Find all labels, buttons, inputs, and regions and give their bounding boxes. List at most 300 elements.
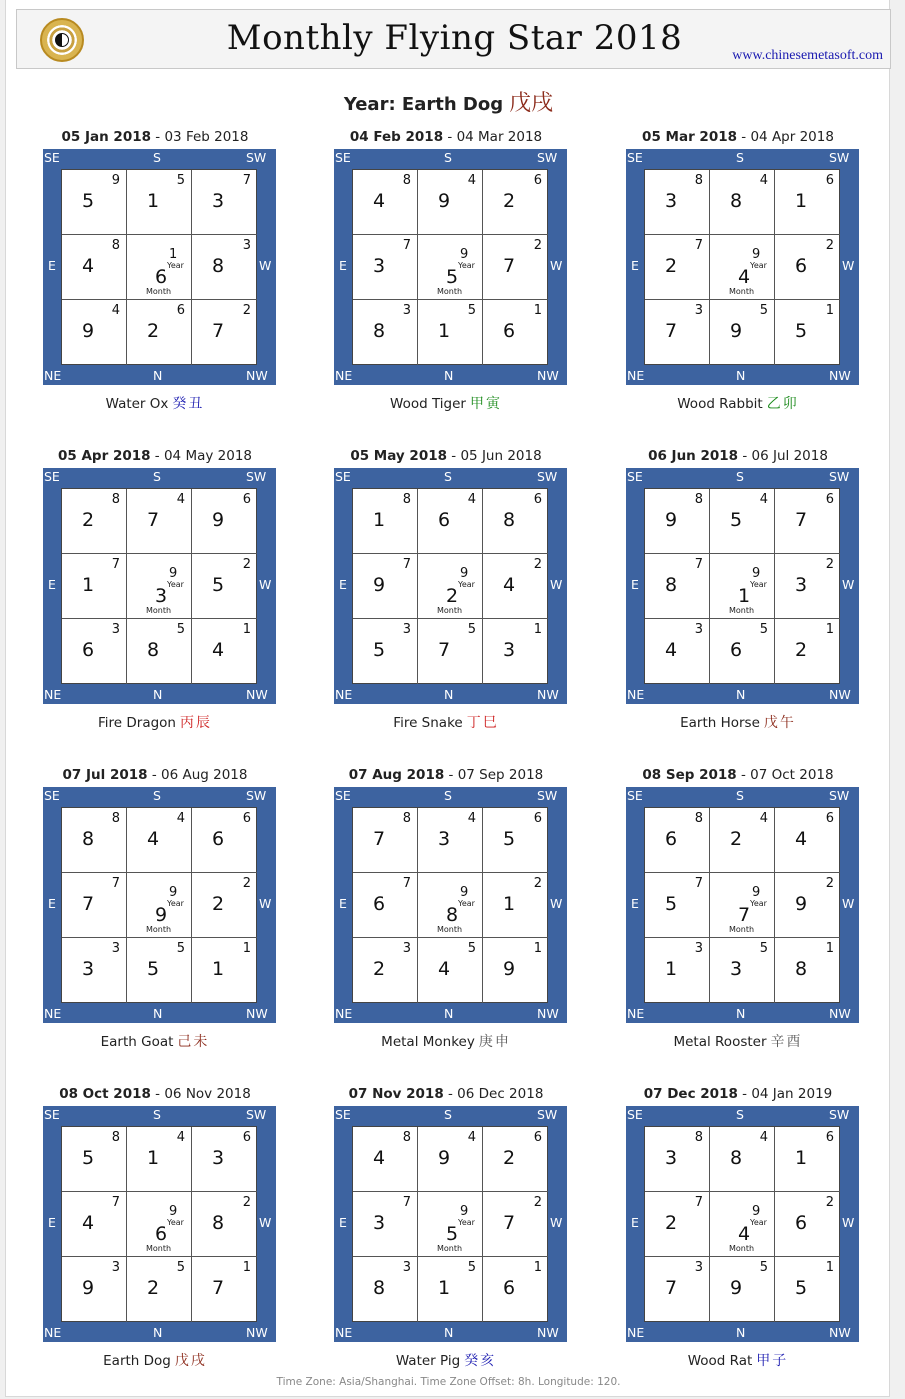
direction-e: E bbox=[48, 896, 56, 911]
year-star: 1 bbox=[533, 941, 542, 956]
grid-cell bbox=[483, 873, 548, 938]
month-star: 8 bbox=[503, 509, 516, 531]
month-star: 3 bbox=[503, 639, 516, 661]
month-star: 5 bbox=[373, 639, 386, 661]
grid-cell bbox=[62, 489, 127, 554]
month-chinese: 丁巳 bbox=[466, 715, 499, 731]
direction-s: S bbox=[444, 150, 452, 165]
start-date: 08 Oct 2018 bbox=[59, 1086, 151, 1102]
date-range bbox=[326, 129, 566, 145]
grid-cell bbox=[775, 1127, 840, 1192]
month-star: 3 bbox=[212, 190, 225, 212]
month-name bbox=[326, 1031, 566, 1051]
grid-cell bbox=[353, 554, 418, 619]
direction-s: S bbox=[444, 469, 452, 484]
grid-cell bbox=[483, 489, 548, 554]
date-range bbox=[326, 1086, 566, 1102]
month-star: 2 bbox=[147, 1277, 160, 1299]
month-star: 7 bbox=[503, 1212, 516, 1234]
month-star: 4 bbox=[373, 190, 386, 212]
month-star: 5 bbox=[82, 1147, 95, 1169]
grid-cell bbox=[62, 938, 127, 1003]
lo-shu-grid bbox=[352, 807, 548, 1003]
month-name-text: Fire Dragon bbox=[98, 715, 176, 731]
grid-cell bbox=[353, 1192, 418, 1257]
grid-cell bbox=[353, 489, 418, 554]
month-label: Month bbox=[729, 925, 755, 934]
direction-n: N bbox=[444, 687, 454, 702]
grid-cell bbox=[710, 170, 775, 235]
direction-e: E bbox=[339, 577, 347, 592]
year-star: 8 bbox=[402, 492, 411, 507]
direction-e: E bbox=[631, 258, 639, 273]
month-chinese: 甲寅 bbox=[469, 396, 502, 412]
direction-n: N bbox=[153, 368, 163, 383]
year-star: 3 bbox=[694, 941, 703, 956]
month-star: 6 bbox=[82, 639, 95, 661]
year-heading bbox=[6, 86, 891, 117]
year-label: Year bbox=[458, 580, 475, 589]
grid-cell bbox=[192, 554, 257, 619]
month-name-text: Fire Snake bbox=[393, 715, 463, 731]
grid-cell bbox=[645, 554, 710, 619]
year-star: 3 bbox=[402, 941, 411, 956]
start-date: 04 Feb 2018 bbox=[349, 129, 444, 145]
month-star: 8 bbox=[147, 639, 160, 661]
direction-e: E bbox=[339, 258, 347, 273]
year-star: 8 bbox=[694, 173, 703, 188]
year-star: 5 bbox=[176, 173, 185, 188]
year-star: 5 bbox=[467, 303, 476, 318]
direction-nw: NW bbox=[537, 1006, 559, 1021]
direction-ne: NE bbox=[627, 1006, 645, 1021]
direction-s: S bbox=[444, 788, 452, 803]
direction-n: N bbox=[736, 368, 746, 383]
year-label: Year bbox=[750, 899, 767, 908]
year-star: 1 bbox=[242, 622, 251, 637]
year-star: 4 bbox=[467, 1130, 476, 1145]
month-star: 1 bbox=[438, 1277, 451, 1299]
direction-nw: NW bbox=[537, 368, 559, 383]
lo-shu-grid bbox=[61, 169, 257, 365]
grid-cell bbox=[353, 170, 418, 235]
month-name-text: Metal Rooster bbox=[673, 1034, 767, 1050]
grid-cell bbox=[127, 619, 192, 684]
direction-se: SE bbox=[627, 1107, 643, 1122]
direction-w: W bbox=[259, 577, 272, 592]
site-link[interactable]: www.chinesemetasoft.com bbox=[732, 48, 883, 63]
grid-cell bbox=[483, 235, 548, 300]
grid-cell bbox=[192, 619, 257, 684]
grid-cell bbox=[353, 300, 418, 365]
month-star: 7 bbox=[665, 320, 678, 342]
flying-star-chart bbox=[43, 1106, 276, 1342]
month-chinese: 丙辰 bbox=[180, 715, 212, 731]
year-star: 5 bbox=[759, 622, 768, 637]
direction-e: E bbox=[339, 896, 347, 911]
year-star: 9 bbox=[460, 885, 469, 900]
year-label: Year bbox=[750, 580, 767, 589]
grid-cell bbox=[418, 619, 483, 684]
direction-sw: SW bbox=[246, 469, 267, 484]
grid-cell bbox=[710, 1127, 775, 1192]
grid-cell bbox=[127, 1127, 192, 1192]
year-star: 5 bbox=[176, 1260, 185, 1275]
direction-ne: NE bbox=[44, 368, 62, 383]
grid-cell bbox=[645, 808, 710, 873]
direction-ne: NE bbox=[335, 1006, 353, 1021]
year-star: 8 bbox=[111, 1130, 120, 1145]
direction-nw: NW bbox=[246, 1006, 268, 1021]
month-star: 5 bbox=[730, 509, 743, 531]
grid-cell bbox=[418, 873, 483, 938]
month-star: 9 bbox=[212, 509, 225, 531]
month-star: 6 bbox=[438, 509, 451, 531]
month-star: 7 bbox=[795, 509, 808, 531]
year-star: 7 bbox=[111, 876, 120, 891]
lo-shu-grid bbox=[352, 169, 548, 365]
year-star: 6 bbox=[176, 303, 185, 318]
year-star: 3 bbox=[694, 1260, 703, 1275]
direction-w: W bbox=[259, 896, 272, 911]
year-star: 6 bbox=[242, 1130, 251, 1145]
month-star: 4 bbox=[503, 574, 516, 596]
grid-cell bbox=[710, 808, 775, 873]
month-star: 3 bbox=[438, 828, 451, 850]
grid-cell bbox=[710, 489, 775, 554]
lo-shu-grid bbox=[61, 807, 257, 1003]
month-star: 1 bbox=[438, 320, 451, 342]
year-star: 6 bbox=[533, 173, 542, 188]
year-star: 2 bbox=[533, 238, 542, 253]
month-name-text: Water Ox bbox=[105, 396, 169, 412]
direction-w: W bbox=[842, 577, 855, 592]
year-star: 4 bbox=[176, 811, 185, 826]
month-star: 3 bbox=[795, 574, 808, 596]
month-star: 7 bbox=[665, 1277, 678, 1299]
direction-nw: NW bbox=[246, 687, 268, 702]
month-star: 5 bbox=[212, 574, 225, 596]
grid-cell bbox=[192, 808, 257, 873]
direction-w: W bbox=[550, 1215, 563, 1230]
grid-cell bbox=[353, 1127, 418, 1192]
year-star: 8 bbox=[111, 811, 120, 826]
grid-cell bbox=[192, 300, 257, 365]
month-star: 4 bbox=[212, 639, 225, 661]
grid-cell bbox=[192, 1257, 257, 1322]
grid-cell bbox=[353, 873, 418, 938]
month-label: Month bbox=[146, 287, 172, 296]
direction-sw: SW bbox=[246, 150, 267, 165]
month-chinese: 辛酉 bbox=[770, 1034, 803, 1050]
end-date: - 06 Dec 2018 bbox=[443, 1086, 544, 1102]
year-star: 4 bbox=[467, 492, 476, 507]
year-star: 8 bbox=[402, 1130, 411, 1145]
year-label: Year bbox=[458, 261, 475, 270]
year-star: 5 bbox=[467, 622, 476, 637]
year-label: Year bbox=[750, 261, 767, 270]
year-label: Year bbox=[167, 261, 184, 270]
year-star: 9 bbox=[169, 566, 178, 581]
direction-ne: NE bbox=[627, 1325, 645, 1340]
grid-cell bbox=[645, 489, 710, 554]
grid-cell bbox=[62, 808, 127, 873]
month-star: 4 bbox=[738, 266, 751, 288]
grid-cell bbox=[775, 300, 840, 365]
year-star: 8 bbox=[402, 173, 411, 188]
month-star: 2 bbox=[665, 255, 678, 277]
year-star: 1 bbox=[533, 303, 542, 318]
direction-ne: NE bbox=[627, 368, 645, 383]
start-date: 07 Dec 2018 bbox=[643, 1086, 738, 1102]
direction-s: S bbox=[444, 1107, 452, 1122]
grid-cell bbox=[645, 619, 710, 684]
year-star: 1 bbox=[533, 622, 542, 637]
flying-star-chart bbox=[626, 468, 859, 704]
date-range bbox=[618, 767, 858, 783]
year-label: Year bbox=[167, 899, 184, 908]
year-star: 8 bbox=[694, 1130, 703, 1145]
grid-cell bbox=[710, 873, 775, 938]
grid-cell bbox=[418, 1257, 483, 1322]
direction-n: N bbox=[444, 368, 454, 383]
page bbox=[5, 0, 890, 1397]
lo-shu-grid bbox=[61, 488, 257, 684]
year-star: 2 bbox=[825, 557, 834, 572]
year-star: 1 bbox=[825, 1260, 834, 1275]
month-star: 1 bbox=[212, 958, 225, 980]
direction-sw: SW bbox=[829, 788, 850, 803]
month-star: 9 bbox=[730, 1277, 743, 1299]
grid-cell bbox=[710, 1257, 775, 1322]
month-label: Month bbox=[729, 1244, 755, 1253]
lo-shu-grid bbox=[352, 488, 548, 684]
flying-star-chart bbox=[43, 468, 276, 704]
month-name bbox=[618, 1031, 858, 1051]
direction-w: W bbox=[842, 258, 855, 273]
year-star: 8 bbox=[111, 492, 120, 507]
year-star: 4 bbox=[759, 811, 768, 826]
start-date: 07 Nov 2018 bbox=[348, 1086, 444, 1102]
lo-shu-grid bbox=[352, 1126, 548, 1322]
year-star: 5 bbox=[176, 941, 185, 956]
month-star: 2 bbox=[503, 190, 516, 212]
direction-s: S bbox=[736, 469, 744, 484]
grid-cell bbox=[192, 873, 257, 938]
year-star: 7 bbox=[694, 1195, 703, 1210]
month-star: 8 bbox=[373, 320, 386, 342]
end-date: - 07 Oct 2018 bbox=[736, 767, 834, 783]
year-star: 5 bbox=[759, 941, 768, 956]
year-star: 4 bbox=[176, 492, 185, 507]
start-date: 08 Sep 2018 bbox=[642, 767, 737, 783]
grid-cell bbox=[645, 300, 710, 365]
direction-se: SE bbox=[335, 1107, 351, 1122]
direction-ne: NE bbox=[335, 687, 353, 702]
year-star: 6 bbox=[242, 492, 251, 507]
month-star: 8 bbox=[730, 1147, 743, 1169]
year-star: 2 bbox=[533, 557, 542, 572]
year-star: 3 bbox=[402, 1260, 411, 1275]
year-star: 7 bbox=[694, 557, 703, 572]
month-star: 9 bbox=[795, 893, 808, 915]
month-name bbox=[618, 393, 858, 413]
year-star: 8 bbox=[694, 492, 703, 507]
lo-shu-grid bbox=[61, 1126, 257, 1322]
direction-nw: NW bbox=[829, 368, 851, 383]
direction-n: N bbox=[736, 1006, 746, 1021]
month-star: 3 bbox=[82, 958, 95, 980]
grid-cell bbox=[710, 300, 775, 365]
year-star: 7 bbox=[111, 557, 120, 572]
month-star: 3 bbox=[373, 1212, 386, 1234]
grid-cell bbox=[775, 1257, 840, 1322]
date-range bbox=[326, 767, 566, 783]
direction-nw: NW bbox=[246, 368, 268, 383]
direction-ne: NE bbox=[44, 687, 62, 702]
month-star: 6 bbox=[795, 1212, 808, 1234]
month-star: 2 bbox=[795, 639, 808, 661]
month-star: 6 bbox=[155, 1223, 168, 1245]
page-title: Monthly Flying Star 2018 bbox=[226, 18, 683, 58]
grid-cell bbox=[710, 619, 775, 684]
year-star: 1 bbox=[242, 1260, 251, 1275]
month-star: 3 bbox=[212, 1147, 225, 1169]
year-star: 3 bbox=[694, 622, 703, 637]
grid-cell bbox=[775, 235, 840, 300]
year-star: 2 bbox=[825, 1195, 834, 1210]
flying-star-chart bbox=[334, 468, 567, 704]
month-name bbox=[326, 712, 566, 732]
year-star: 4 bbox=[467, 811, 476, 826]
direction-e: E bbox=[631, 896, 639, 911]
year-label: Year: Earth Dog bbox=[343, 94, 504, 115]
direction-n: N bbox=[444, 1006, 454, 1021]
lo-shu-grid bbox=[644, 807, 840, 1003]
direction-s: S bbox=[153, 788, 161, 803]
grid-cell bbox=[418, 170, 483, 235]
grid-cell bbox=[483, 1192, 548, 1257]
year-star: 7 bbox=[242, 173, 251, 188]
month-star: 4 bbox=[438, 958, 451, 980]
month-star: 6 bbox=[665, 828, 678, 850]
year-star: 3 bbox=[111, 941, 120, 956]
month-star: 9 bbox=[373, 574, 386, 596]
year-star: 4 bbox=[176, 1130, 185, 1145]
month-chinese: 乙卯 bbox=[766, 396, 799, 412]
year-star: 1 bbox=[242, 941, 251, 956]
year-star: 9 bbox=[752, 566, 761, 581]
month-star: 9 bbox=[730, 320, 743, 342]
year-label: Year bbox=[750, 1218, 767, 1227]
grid-cell bbox=[775, 808, 840, 873]
month-star: 4 bbox=[82, 1212, 95, 1234]
grid-cell bbox=[775, 873, 840, 938]
end-date: - 04 Apr 2018 bbox=[737, 129, 834, 145]
grid-cell bbox=[645, 1192, 710, 1257]
year-star: 5 bbox=[176, 622, 185, 637]
direction-w: W bbox=[550, 258, 563, 273]
year-star: 3 bbox=[402, 303, 411, 318]
direction-sw: SW bbox=[829, 1107, 850, 1122]
month-chinese: 癸丑 bbox=[172, 396, 205, 412]
month-star: 1 bbox=[373, 509, 386, 531]
month-star: 1 bbox=[738, 585, 751, 607]
month-label: Month bbox=[437, 606, 463, 615]
grid-cell bbox=[127, 1192, 192, 1257]
grid-cell bbox=[353, 808, 418, 873]
grid-cell bbox=[62, 235, 127, 300]
month-star: 7 bbox=[438, 639, 451, 661]
year-star: 2 bbox=[825, 238, 834, 253]
year-star: 2 bbox=[533, 1195, 542, 1210]
year-star: 6 bbox=[825, 811, 834, 826]
month-star: 4 bbox=[373, 1147, 386, 1169]
month-label: Month bbox=[437, 925, 463, 934]
date-range bbox=[618, 448, 858, 464]
month-star: 4 bbox=[665, 639, 678, 661]
direction-ne: NE bbox=[627, 687, 645, 702]
grid-cell bbox=[353, 235, 418, 300]
grid-cell bbox=[710, 554, 775, 619]
grid-cell bbox=[483, 1127, 548, 1192]
month-star: 8 bbox=[446, 904, 459, 926]
direction-sw: SW bbox=[829, 469, 850, 484]
month-name-text: Wood Rat bbox=[687, 1353, 753, 1369]
year-label: Year bbox=[458, 899, 475, 908]
grid-cell bbox=[62, 873, 127, 938]
month-star: 9 bbox=[82, 320, 95, 342]
grid-cell bbox=[710, 1192, 775, 1257]
year-label: Year bbox=[167, 1218, 184, 1227]
direction-se: SE bbox=[627, 469, 643, 484]
direction-se: SE bbox=[44, 150, 60, 165]
month-name bbox=[35, 712, 275, 732]
year-star: 7 bbox=[402, 1195, 411, 1210]
flying-star-chart bbox=[334, 149, 567, 385]
direction-n: N bbox=[153, 1325, 163, 1340]
year-star: 4 bbox=[759, 173, 768, 188]
year-star: 6 bbox=[825, 492, 834, 507]
year-star: 7 bbox=[402, 876, 411, 891]
grid-cell bbox=[192, 235, 257, 300]
month-star: 3 bbox=[665, 190, 678, 212]
end-date: - 06 Nov 2018 bbox=[150, 1086, 251, 1102]
month-star: 5 bbox=[665, 893, 678, 915]
grid-cell bbox=[418, 1127, 483, 1192]
year-star: 2 bbox=[533, 876, 542, 891]
direction-se: SE bbox=[44, 469, 60, 484]
direction-nw: NW bbox=[537, 1325, 559, 1340]
month-star: 1 bbox=[147, 190, 160, 212]
date-range bbox=[35, 129, 275, 145]
grid-cell bbox=[418, 489, 483, 554]
direction-e: E bbox=[631, 1215, 639, 1230]
month-star: 9 bbox=[438, 190, 451, 212]
direction-n: N bbox=[153, 687, 163, 702]
month-label: Month bbox=[437, 1244, 463, 1253]
month-chinese: 戊戌 bbox=[174, 1353, 207, 1369]
grid-cell bbox=[483, 1257, 548, 1322]
month-star: 1 bbox=[665, 958, 678, 980]
month-star: 8 bbox=[730, 190, 743, 212]
grid-cell bbox=[127, 489, 192, 554]
month-name-text: Metal Monkey bbox=[381, 1034, 475, 1050]
year-star: 3 bbox=[111, 622, 120, 637]
grid-cell bbox=[483, 808, 548, 873]
direction-sw: SW bbox=[537, 469, 558, 484]
flying-star-chart bbox=[334, 787, 567, 1023]
